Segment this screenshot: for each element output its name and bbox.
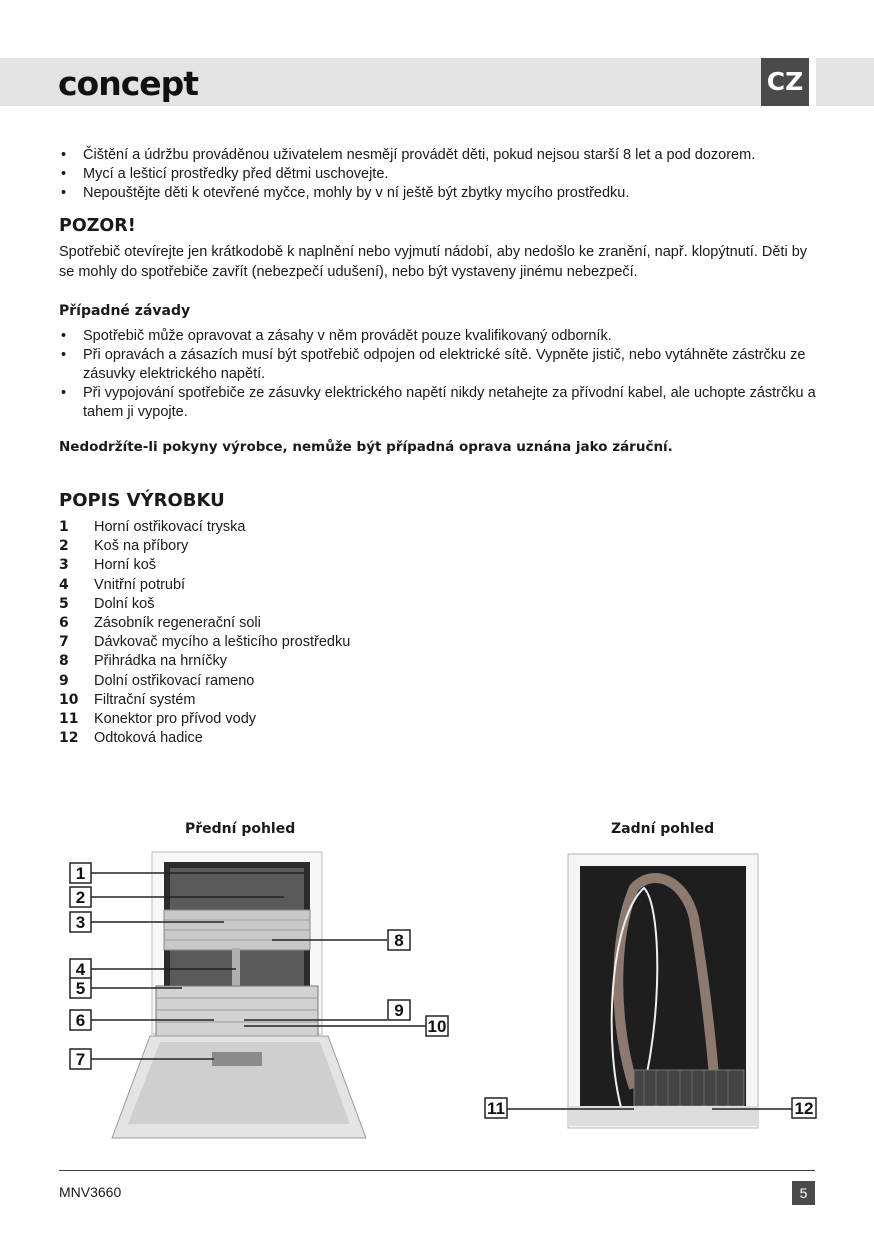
part-label: Přihrádka na hrníčky [94,653,227,670]
part-item [59,672,819,691]
part-item [59,595,819,614]
part-number: 7 [59,634,69,651]
warning-heading: POZOR! [59,216,136,236]
part-item [59,518,819,537]
part-number: 11 [59,710,79,727]
list-item: • Při opravách a zásazích musí být spotřebič odpojen od elektrické sítě. Vypněte jistič, nebo vytáhněte zástrčku ze zásuvky elektrického napětí. [59,346,819,384]
part-item [59,576,819,595]
part-label: Dolní koš [94,595,155,612]
part-label: Dávkovač mycího a lešticího prostředku [94,634,351,651]
faults-heading: Případné závady [59,303,191,319]
part-number: 4 [59,576,69,593]
callout-3: 3 [75,913,86,932]
part-item [59,710,819,729]
part-label: Horní koš [94,557,157,574]
part-number: 12 [59,730,79,747]
part-label: Filtrační systém [94,691,196,708]
list-item: • Spotřebič může opravovat a zásahy v něm provádět pouze kvalifikovaný odborník. [59,327,819,346]
part-number: 9 [59,672,69,689]
callout-9: 9 [394,1001,404,1020]
back-view-diagram [484,848,818,1132]
part-number: 6 [59,614,69,631]
part-item [59,729,819,748]
part-number: 8 [59,653,69,670]
part-item [59,633,819,652]
callout-6: 6 [75,1011,86,1030]
part-item [59,537,819,556]
front-view-label: Přední pohled [185,821,296,837]
callout-12: 12 [794,1099,814,1118]
list-item: • Čištění a údržbu prováděnou uživatelem nesmějí provádět děti, pokud nejsou starší 8 let a pod dozorem. [59,146,819,165]
part-number: 3 [59,557,69,574]
footer-divider [59,1170,815,1171]
callout-2: 2 [75,888,86,907]
callout-10: 10 [427,1017,447,1036]
callout-11: 11 [487,1099,505,1118]
warranty-note: Nedodržíte-li pokyny výrobce, nemůže být případná oprava uznána jako záruční. [59,439,673,455]
part-label: Zásobník regenerační soli [94,614,261,631]
part-label: Koš na příbory [94,538,189,555]
list-item: • Nepouštějte děti k otevřené myčce, mohly by v ní ještě být zbytky mycího prostředku. [59,184,819,203]
parts-list [59,518,819,748]
callout-8: 8 [394,931,404,950]
part-number: 1 [59,519,69,535]
language-badge: CZ [761,58,809,106]
part-number: 2 [59,538,69,555]
product-description-heading: POPIS VÝROBKU [59,490,225,511]
safety-bullet-list [59,146,819,203]
page-content [59,146,819,748]
part-label: Odtoková hadice [94,730,203,747]
part-item [59,691,819,710]
part-item [59,556,819,575]
part-number: 5 [59,595,69,612]
model-number: MNV3660 [59,1184,122,1200]
callout-4: 4 [75,960,86,979]
back-view-label: Zadní pohled [611,821,715,837]
brand-logo: concept [58,64,199,103]
part-item [59,652,819,671]
front-view-diagram [64,848,454,1154]
callout-7: 7 [75,1050,86,1069]
page-number: 5 [792,1181,815,1205]
warning-text: Spotřebič otevírejte jen krátkodobě k naplnění nebo vyjmutí nádobí, aby nedošlo ke zranění, např. klopýtnutí. Děti by se mohly do spotřebiče zavřít (nebezpečí udušení), nebo být vystaveny jinému nebezpečí. [59,244,808,280]
part-label: Dolní ostřikovací rameno [94,672,255,689]
part-label: Vnitřní potrubí [94,576,186,593]
part-number: 10 [59,691,79,708]
header-divider [809,58,816,106]
callout-5: 5 [75,979,86,998]
faults-bullet-list [59,327,819,422]
list-item: • Mycí a lešticí prostředky před dětmi uschovejte. [59,165,819,184]
list-item: • Při vypojování spotřebiče ze zásuvky elektrického napětí nikdy netahejte za přívodní kabel, ale uchopte zástrčku a tahem ji vypojte. [59,384,819,422]
callout-1: 1 [75,864,86,883]
part-label: Konektor pro přívod vody [94,710,257,727]
part-item [59,614,819,633]
part-label: Horní ostřikovací tryska [94,519,246,535]
